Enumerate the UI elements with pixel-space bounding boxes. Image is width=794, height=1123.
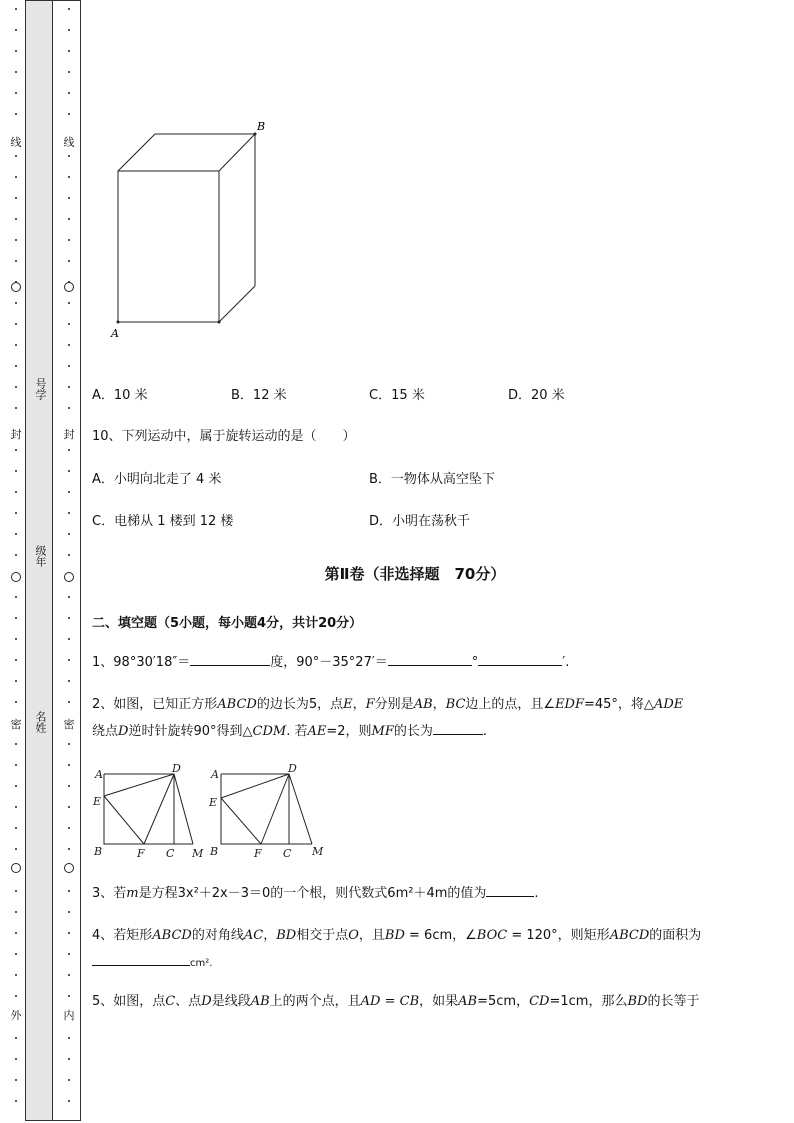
q1-blank-1[interactable] [190,665,270,666]
outer-circle [11,282,21,292]
binding-dot [68,218,70,220]
label-e: E [93,795,102,808]
q4-bd: BD [276,928,297,943]
section-fill-in-title: 二、填空题（5小题，每小题4分，共计20分） [92,616,363,631]
q3-m: m [126,886,139,901]
binding-dot [68,365,70,367]
square-rotation-figure [88,760,338,865]
binding-dot [68,890,70,892]
inner-circle [64,863,74,873]
q1 [92,655,569,671]
binding-dot [68,8,70,10]
q5-text: =5cm， [477,994,530,1009]
inner-dotted-line [62,0,76,1123]
q4-text: 相交于点 [296,928,349,943]
binding-dot [15,953,17,955]
q2-text: =2，则 [326,724,372,739]
binding-dot [15,50,17,52]
q4-text: 4、若矩形 [92,928,153,943]
binding-dot [15,785,17,787]
binding-dot [15,827,17,829]
binding-dot [15,8,17,10]
q1-degree: ° [471,655,479,670]
label-d: D [288,762,297,775]
q5-ab: AB [250,994,270,1009]
outer-label-secret: 密 [10,718,22,731]
binding-dot [68,953,70,955]
q5-eq: AD = CB [360,994,420,1009]
binding-dot [68,596,70,598]
vertex [218,321,221,324]
binding-dot [15,806,17,808]
q4-text: 的面积为 [649,928,702,943]
cuboid-edge [219,134,255,171]
binding-dot [15,71,17,73]
binding-dot [68,617,70,619]
binding-dot [15,890,17,892]
q2-f: F [365,697,375,712]
binding-dot [15,176,17,178]
label-b: B [210,845,219,858]
q5-text: 是线段 [211,994,251,1009]
binding-dot [15,701,17,703]
q4-text: 的对角线 [191,928,244,943]
label-a: A [111,327,119,340]
binding-dot [15,470,17,472]
binding-dot [15,1058,17,1060]
binding-dot [15,617,17,619]
binding-dot [15,974,17,976]
binding-dot [68,995,70,997]
q5 [92,994,699,1010]
binding-dot [15,743,17,745]
label-d: D [172,762,181,775]
q4-answer-blank[interactable] [92,965,190,966]
label-m: M [192,847,204,860]
binding-dot [68,554,70,556]
binding-dot [15,764,17,766]
binding-dot [68,911,70,913]
field-student-number [31,378,47,406]
part2-title: 第Ⅱ卷（非选择题 70分） [324,565,506,583]
q2-ab: AB [413,697,433,712]
binding-dot [68,974,70,976]
binding-dot [68,743,70,745]
label-b: B [257,120,266,133]
q2-text: . [482,724,488,739]
binding-dot [68,512,70,514]
binding-dot [15,680,17,682]
field-student-number-text: 号学 [34,378,47,400]
q3-answer-blank[interactable] [486,896,534,897]
binding-dot [68,491,70,493]
binding-dot [15,197,17,199]
q9-option-a: A．10 米 [92,388,148,403]
q3-end: . [534,886,539,901]
binding-dot [15,1100,17,1102]
label-a: A [95,768,103,781]
binding-dot [68,1079,70,1081]
binding-dot [15,218,17,220]
binding-dot [68,533,70,535]
q5-text: 上的两个点，且 [269,994,361,1009]
field-name-text: 名姓 [34,711,47,733]
binding-dot [68,197,70,199]
q10-stem: 10、下列运动中，属于旋转运动的是（ ） [92,429,356,444]
binding-dot [68,701,70,703]
outer-label-seal: 封 [10,428,22,441]
q4-text: = 120°，则矩形 [507,928,610,943]
binding-dot [15,365,17,367]
q4-boc: BOC [476,928,508,943]
label-m: M [312,845,324,858]
binding-dot [68,449,70,451]
q2-text: 绕点 [92,724,119,739]
binding-dot [68,932,70,934]
q4-line1 [92,928,701,944]
binding-dot [68,1100,70,1102]
q2-cdm: CDM [252,724,287,739]
cuboid-edge [118,134,155,171]
outer-circle [11,863,21,873]
q10-option-c: C．电梯从 1 楼到 12 楼 [92,514,234,529]
binding-dot [15,1079,17,1081]
cuboid-figure [105,115,275,345]
binding-dot [15,323,17,325]
q4-text: ，且 [358,928,385,943]
binding-dot [15,344,17,346]
binding-dot [68,50,70,52]
binding-dot [15,449,17,451]
binding-dot [68,113,70,115]
q2-text: 的长为 [393,724,433,739]
binding-dot [15,302,17,304]
binding-dot [68,638,70,640]
q2-e: E [343,697,353,712]
binding-dot [15,92,17,94]
q2-edf: EDF [555,697,584,712]
q4-abcd: ABCD [152,928,192,943]
q5-text: 5、如图，点 [92,994,166,1009]
binding-dot [15,239,17,241]
field-name [31,711,47,739]
q2-ae: AE [307,724,327,739]
q2-text: . 若 [286,724,308,739]
binding-dot [68,785,70,787]
q9-option-b: B．12 米 [231,388,287,403]
binding-dot [68,239,70,241]
q10-option-d: D．小明在荡秋千 [369,514,471,529]
q4-text: ， [263,928,277,943]
q2-text: 分别是 [374,697,414,712]
binding-dot [15,155,17,157]
binding-dot [68,344,70,346]
label-a: A [211,768,219,781]
point-a [117,321,120,324]
q3-text: 3、若 [92,886,127,901]
q1-blank-2[interactable] [388,665,472,666]
binding-dot [68,470,70,472]
binding-dot [15,260,17,262]
q5-bd: BD [627,994,648,1009]
q2-d: D [118,724,129,739]
label-f: F [254,847,262,860]
binding-dot [15,113,17,115]
right-diagram [221,774,312,844]
binding-dot [15,638,17,640]
q10-option-b: B．一物体从高空坠下 [369,472,495,487]
binding-dot [68,92,70,94]
binding-dot [15,29,17,31]
binding-dot [15,533,17,535]
outer-label-line: 线 [10,136,22,149]
q5-text: 、点 [175,994,202,1009]
binding-dot [68,71,70,73]
binding-dot [68,680,70,682]
q5-text: =1cm，那么 [549,994,628,1009]
binding-dot [15,407,17,409]
q2-answer-blank[interactable] [433,734,483,735]
cuboid-edge [219,286,255,322]
q4-text: = 6cm，∠ [404,928,477,943]
q4-bd-eq: BD [384,928,405,943]
binding-dot [68,29,70,31]
outer-dotted-line [9,0,23,1123]
label-e: E [209,796,218,809]
q2-line2 [92,724,487,740]
q5-c: C [165,994,176,1009]
left-diagram [104,774,193,844]
binding-dot [15,932,17,934]
q4-line2 [92,955,212,971]
q2-text: ， [432,697,446,712]
binding-dot [68,1058,70,1060]
q5-cd: CD [529,994,550,1009]
q1-prefix: 1、98°30′18″＝ [92,655,191,670]
q3 [92,886,539,902]
binding-dot [15,512,17,514]
q1-blank-3[interactable] [478,665,562,666]
binding-dot [68,1037,70,1039]
q2-text: 边上的点，且∠ [465,697,556,712]
binding-dot [68,407,70,409]
label-f: F [137,847,145,860]
q2-text: 2、如图，已知正方形 [92,697,218,712]
q2-ade: ADE [653,697,684,712]
q2-text: ， [352,697,366,712]
cuboid-front-face [118,171,219,322]
field-grade-text: 级年 [34,545,47,567]
binding-dot [15,995,17,997]
binding-dot [68,155,70,157]
q1-end: ′. [562,655,570,670]
binding-dot [15,554,17,556]
binding-dot [68,764,70,766]
label-b: B [94,845,103,858]
inner-label-line: 线 [63,136,75,149]
binding-dot [68,323,70,325]
q4-abcd-2: ABCD [609,928,650,943]
q9-option-d: D．20 米 [508,388,565,403]
binding-dot [68,386,70,388]
q2-bc: BC [445,697,466,712]
binding-dot [68,260,70,262]
binding-dot [15,596,17,598]
q2-text: 的边长为5，点 [256,697,344,712]
outer-label-outside: 外 [10,1009,22,1022]
q5-d: D [201,994,212,1009]
q2-mf: MF [371,724,394,739]
binding-dot [15,491,17,493]
q3-text: 是方程3x²＋2x－3＝0的一个根，则代数式6m²＋4m的值为 [138,886,487,901]
binding-dot [15,1037,17,1039]
binding-dot [15,911,17,913]
q5-text: 的长等于 [647,994,700,1009]
label-c: C [283,847,292,860]
q2-line1 [92,697,683,713]
inner-label-inside: 内 [63,1009,75,1022]
q10-option-a: A．小明向北走了 4 米 [92,472,222,487]
inner-circle [64,282,74,292]
binding-dot [68,659,70,661]
inner-label-secret: 密 [63,718,75,731]
label-c: C [166,847,175,860]
binding-dot [68,827,70,829]
binding-dot [15,386,17,388]
q5-text: ，如果 [419,994,459,1009]
q2-text: 逆时针旋转90°得到△ [128,724,253,739]
q4-o: O [348,928,359,943]
q9-option-c: C．15 米 [369,388,425,403]
binding-dot [68,176,70,178]
q5-ab-2: AB [458,994,478,1009]
q4-unit: cm². [190,958,213,969]
q4-ac: AC [243,928,264,943]
q1-mid1: 度，90°－35°27′＝ [270,655,388,670]
q2-abcd: ABCD [217,697,257,712]
binding-dot [68,302,70,304]
binding-dot [68,806,70,808]
binding-dot [68,848,70,850]
binding-dot [15,848,17,850]
inner-label-seal: 封 [63,428,75,441]
binding-dot [15,659,17,661]
q2-text: =45°，将△ [584,697,654,712]
